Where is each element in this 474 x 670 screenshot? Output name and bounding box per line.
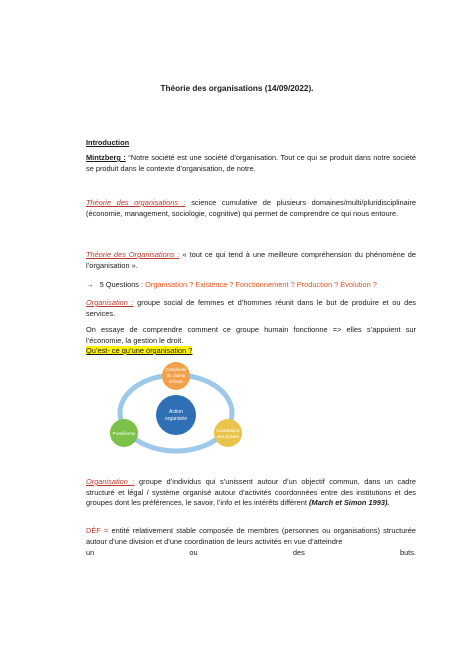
five-questions-line [86,280,416,291]
diagram-top-label-3: d’étude [169,379,183,384]
diagram-left-label: Protéiforme [112,431,136,436]
definition-organisation-2 [86,477,416,509]
definition-def [86,526,416,547]
organisation-diagram [86,360,266,468]
diagram-right-node [214,419,242,447]
definition-text: groupe d’individus qui s’unissent autour d’un objectif commun, dans un cadre structuré et légal / système organisé autour d’activités coordonnées entre des institutions et des groupes dont les préférences, le savoir, l’info et les intérêts diffèrent [86,477,416,508]
definition-text: « tout ce qui tend à une meilleure compréhension du phénomène de l’organisation ». [86,250,416,270]
mintzberg-paragraph [86,153,416,174]
introduction-heading: Introduction [86,138,130,147]
definition-theorie-2 [86,250,416,271]
def-last-line [86,548,416,559]
diagram-center-label-2: organisée [165,416,187,422]
diagram-right-label-2: des acteurs [217,434,239,439]
mintzberg-label: Mintzberg : [86,153,126,162]
def-word: buts. [399,548,416,557]
def-text: entité relativement stable composée de membres (personnes ou organisations) structurée autour d’une division et d’une coordination de leurs activités en vue d’atteindre [86,526,416,546]
definition-text: science cumulative de plusieurs domaines/multi/pluridisciplinaire (économie, management, sociologie, cognitive) qui permet de comprendre ce qui nous entoure. [86,198,416,218]
def-word: ou [189,548,198,557]
definition-text: groupe social de femmes et d’hommes réunit dans le but de produire et ou des services. [86,298,416,318]
def-label: DÉF = [86,526,109,535]
def-word: des [292,548,305,557]
page-title: Théorie des organisations (14/09/2022). [160,84,314,93]
diagram-center-node [156,395,196,435]
diagram-center-label-1: Action [169,409,183,415]
mintzberg-text: “Notre société est une société d’organisation. Tout ce qui se produit dans notre société se produit dans le contexte d’organisation, de notre. [86,153,416,173]
diagram-top-label-2: du champ [166,373,186,378]
definition-label: Théorie des organisations : [86,198,186,207]
definition-label: Théorie des Organisations : [86,250,180,259]
definition-label: Organisation : [86,477,135,486]
arrow-icon: → [86,280,94,289]
definition-organisation-1 [86,298,416,319]
questions-label: 5 Questions : [99,280,144,289]
definition-theorie-1 [86,198,416,219]
citation: (March et Simon 1993). [308,498,390,508]
questions-items: Organisation ? Existence ? Fonctionnement ? Production ? Évolution ? [143,280,377,289]
section-heading [86,346,416,357]
section-heading-text: Qu’est- ce qu’une organisation ? [86,346,193,355]
essay-paragraph: On essaye de comprendre comment ce groupe humain fonctionne => elles s’appuient sur l’économie, la gestion le droit. [86,325,416,345]
definition-label: Organisation : [86,298,134,307]
diagram-top-label-1: Complexité [165,367,187,372]
def-word: un [86,548,95,557]
diagram-right-label-1: Coordination [216,428,240,433]
